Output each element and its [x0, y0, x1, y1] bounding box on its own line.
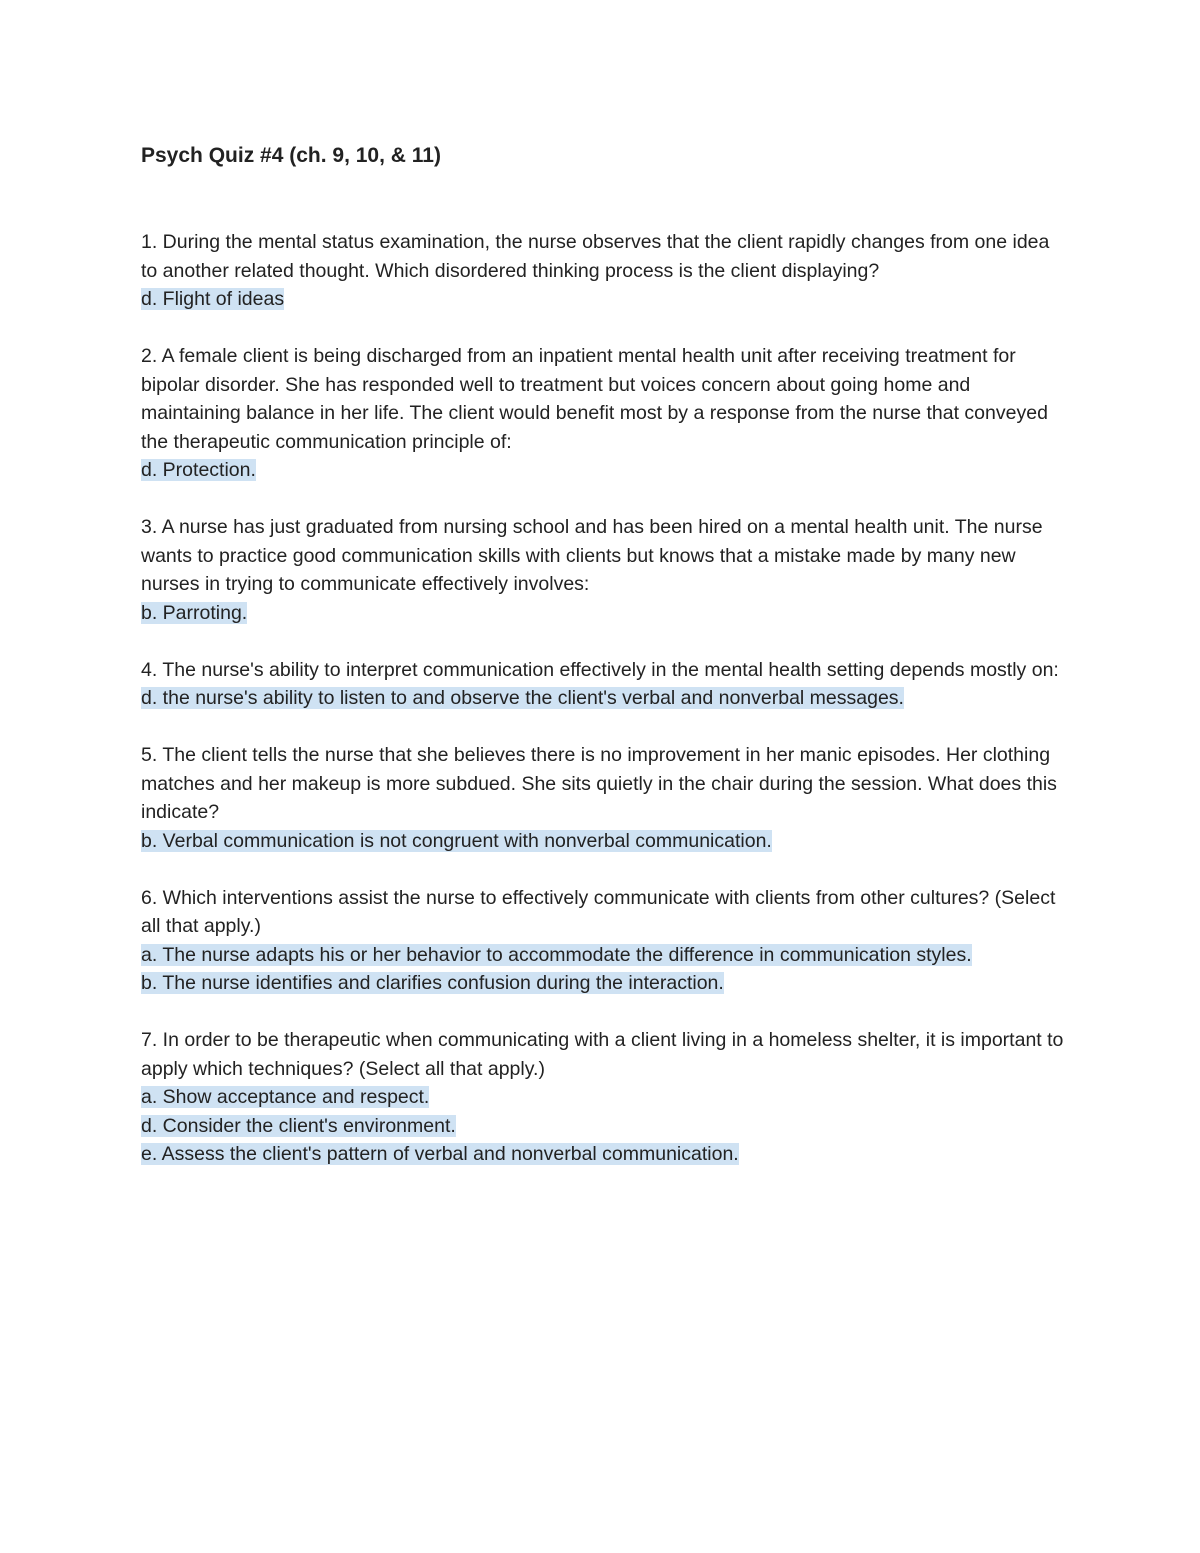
question-text: 7. In order to be therapeutic when communicating with a client living in a homeless shelter, it is important to apply which techniques? (Select all that apply.) [141, 1029, 1064, 1080]
highlighted-answer [141, 285, 1071, 314]
question-list [141, 228, 1071, 1169]
answer-text: b. Verbal communication is not congruent with nonverbal communication. [141, 829, 772, 852]
document-page [141, 142, 1071, 1197]
question-1 [141, 228, 1071, 314]
question-text: 3. A nurse has just graduated from nursing school and has been hired on a mental health unit. The nurse wants to practice good communication skills with clients but knows that a mistake made by many new nurses in trying to communicate effectively involves: [141, 516, 1043, 595]
question-2 [141, 342, 1071, 485]
answer-text: e. Assess the client's pattern of verbal and nonverbal communication. [141, 1143, 739, 1165]
highlighted-answer [141, 456, 1071, 485]
highlighted-answer [141, 599, 1071, 628]
highlighted-answer [141, 969, 1071, 998]
answer-text: b. Parroting. [141, 601, 248, 624]
highlighted-answer [141, 827, 1071, 856]
question-5 [141, 741, 1071, 855]
highlighted-answer [141, 1112, 1071, 1141]
question-text: 1. During the mental status examination, the nurse observes that the client rapidly changes from one idea to another related thought. Which disordered thinking process is the client displaying? [141, 231, 1050, 282]
answer-text: d. Consider the client's environment. [141, 1114, 456, 1137]
question-7 [141, 1026, 1071, 1169]
answer-text: a. Show acceptance and respect. [141, 1086, 430, 1108]
document-title: Psych Quiz #4 (ch. 9, 10, & 11) [141, 144, 441, 167]
question-text: 4. The nurse's ability to interpret communication effectively in the mental health setting depends mostly on: [141, 658, 1059, 681]
answer-text: a. The nurse adapts his or her behavior to accommodate the difference in communication styles. [141, 943, 972, 966]
answer-text: d. Protection. [141, 459, 256, 481]
question-6 [141, 884, 1071, 998]
highlighted-answer [141, 1140, 1071, 1169]
answer-text: b. The nurse identifies and clarifies confusion during the interaction. [141, 972, 724, 994]
highlighted-answer [141, 684, 1071, 713]
question-3 [141, 513, 1071, 627]
answer-text: d. the nurse's ability to listen to and observe the client's verbal and nonverbal messages. [141, 687, 904, 709]
answer-text: d. Flight of ideas [141, 288, 285, 310]
question-text: 2. A female client is being discharged from an inpatient mental health unit after receiving treatment for bipolar disorder. She has responded well to treatment but voices concern about going home and maintaining balance in her life. The client would benefit most by a response from the nurse that conveyed the therapeutic communication principle of: [141, 345, 1048, 453]
question-text: 6. Which interventions assist the nurse to effectively communicate with clients from other cultures? (Select all that apply.) [141, 886, 1056, 937]
highlighted-answer [141, 1083, 1071, 1112]
question-text: 5. The client tells the nurse that she believes there is no improvement in her manic episodes. Her clothing matches and her makeup is more subdued. She sits quietly in the chair during the session. What does this indicate? [141, 744, 1057, 823]
question-4 [141, 656, 1071, 713]
highlighted-answer [141, 941, 1071, 970]
